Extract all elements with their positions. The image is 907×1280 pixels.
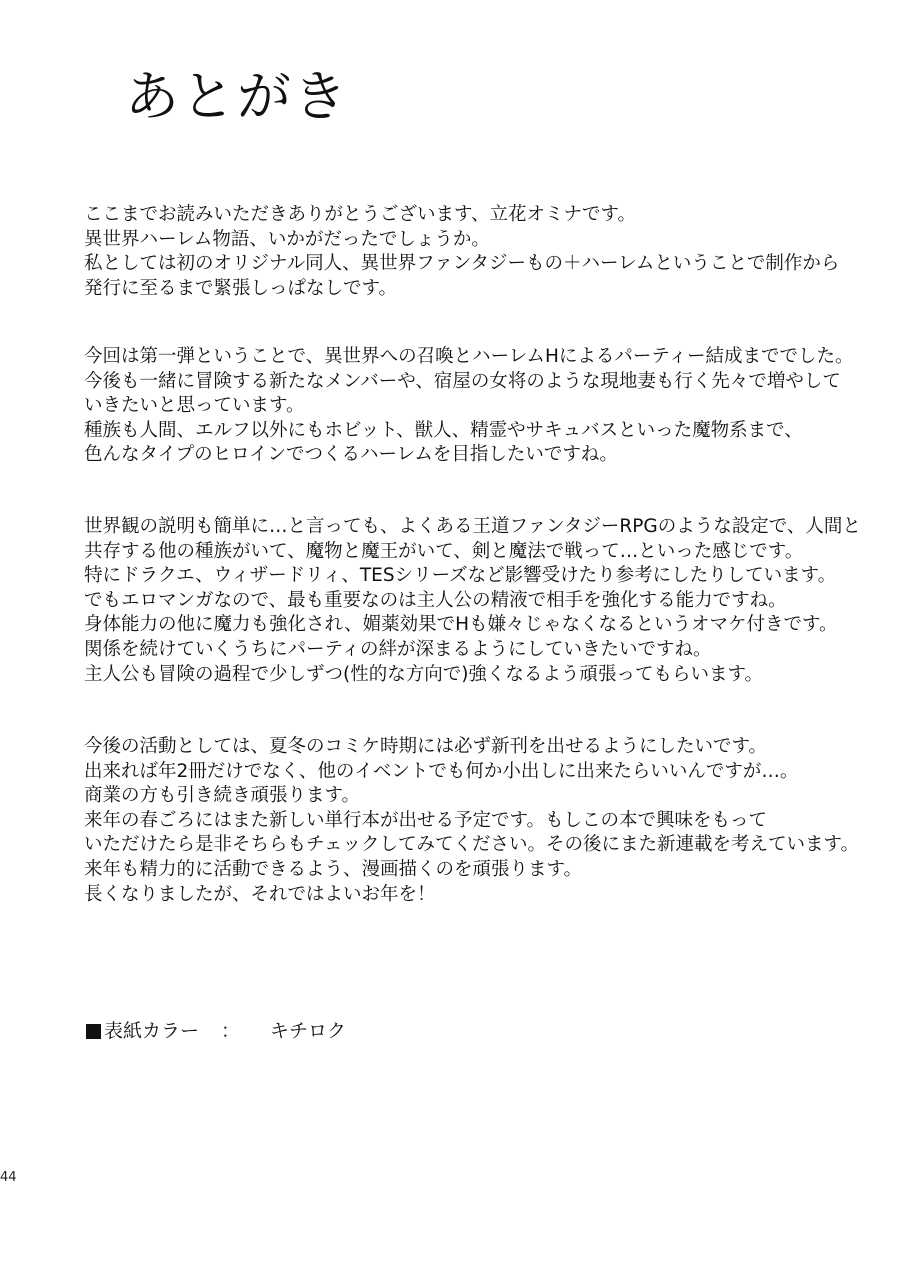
text-line: 私としては初のオリジナル同人、異世界ファンタジーもの＋ハーレムということで制作から [84, 253, 840, 275]
paragraph-worldview [84, 515, 861, 687]
text-line: 来年も精力的に活動できるよう、漫画描くのを頑張ります。 [84, 858, 583, 880]
text-line: 商業の方も引き続き頑張ります。 [84, 785, 361, 807]
black-square-icon [86, 1024, 101, 1039]
text-line: 種族も人間、エルフ以外にもホビット、獣人、精霊やサキュバスといった魔物系まで、 [84, 419, 803, 441]
text-line: 世界観の説明も簡単に…と言っても、よくある王道ファンタジーRPGのような設定で、人間と [84, 516, 861, 537]
text-line: いただけたら是非そちらもチェックしてみてください。その後にまた新連載を考えています。 [84, 834, 859, 856]
text-line: 今後の活動としては、夏冬のコミケ時期には必ず新刊を出せるようにしたいです。 [84, 736, 768, 757]
paragraph-future-activities [84, 735, 859, 907]
text-line: 今後も一緒に冒険する新たなメンバーや、宿屋の女将のような現地妻も行く先々で増やして [84, 370, 841, 392]
text-line: 身体能力の他に魔力も強化され、媚薬効果でHも嫌々じゃなくなるというオマケ付きです。 [84, 614, 838, 636]
text-line: 異世界ハーレム物語、いかがだったでしょうか。 [84, 228, 490, 250]
text-line: 長くなりましたが、それではよいお年を！ [84, 883, 436, 905]
text-line: 発行に至るまで緊張しっぱなしです。 [84, 277, 398, 299]
text-line: でもエロマンガなので、最も重要なのは主人公の精液で相手を強化する能力ですね。 [84, 589, 787, 611]
text-line: 今回は第一弾ということで、異世界への召喚とハーレムHによるパーティー結成まででした。 [84, 346, 854, 367]
credit-artist: キチロク [270, 1020, 347, 1042]
text-line: 関係を続けていくうちにパーティの絆が深まるようにしていきたいですね。 [84, 638, 712, 660]
text-line: 主人公も冒険の過程で少しずつ(性的な方向で)強くなるよう頑張ってもらいます。 [84, 663, 763, 685]
credit-label: 表紙カラー [104, 1020, 200, 1042]
paragraph-thanks [84, 203, 839, 301]
page-number: 44 [0, 1170, 17, 1185]
paragraph-volume-one [84, 345, 853, 468]
credit-separator: ： [221, 1020, 241, 1042]
text-line: 来年の春ごろにはまた新しい単行本が出せる予定です。もしこの本で興味をもって [84, 809, 768, 831]
text-line: ここまでお読みいただきありがとうございます、立花オミナです。 [84, 204, 637, 225]
text-line: 特にドラクエ、ウィザードリィ、TESシリーズなど影響受けたり参考にしたりしています。 [84, 565, 837, 587]
text-line: 共存する他の種族がいて、魔物と魔王がいて、剣と魔法で戦って…といった感じです。 [84, 540, 804, 562]
page-title: あとがき [125, 65, 349, 128]
text-line: 出来れば年2冊だけでなく、他のイベントでも何か小出しに出来たらいいんですが…。 [84, 760, 799, 782]
cover-color-credit [86, 1017, 346, 1045]
text-line: 色んなタイプのヒロインでつくるハーレムを目指したいですね。 [84, 444, 618, 466]
text-line: いきたいと思っています。 [84, 395, 305, 417]
